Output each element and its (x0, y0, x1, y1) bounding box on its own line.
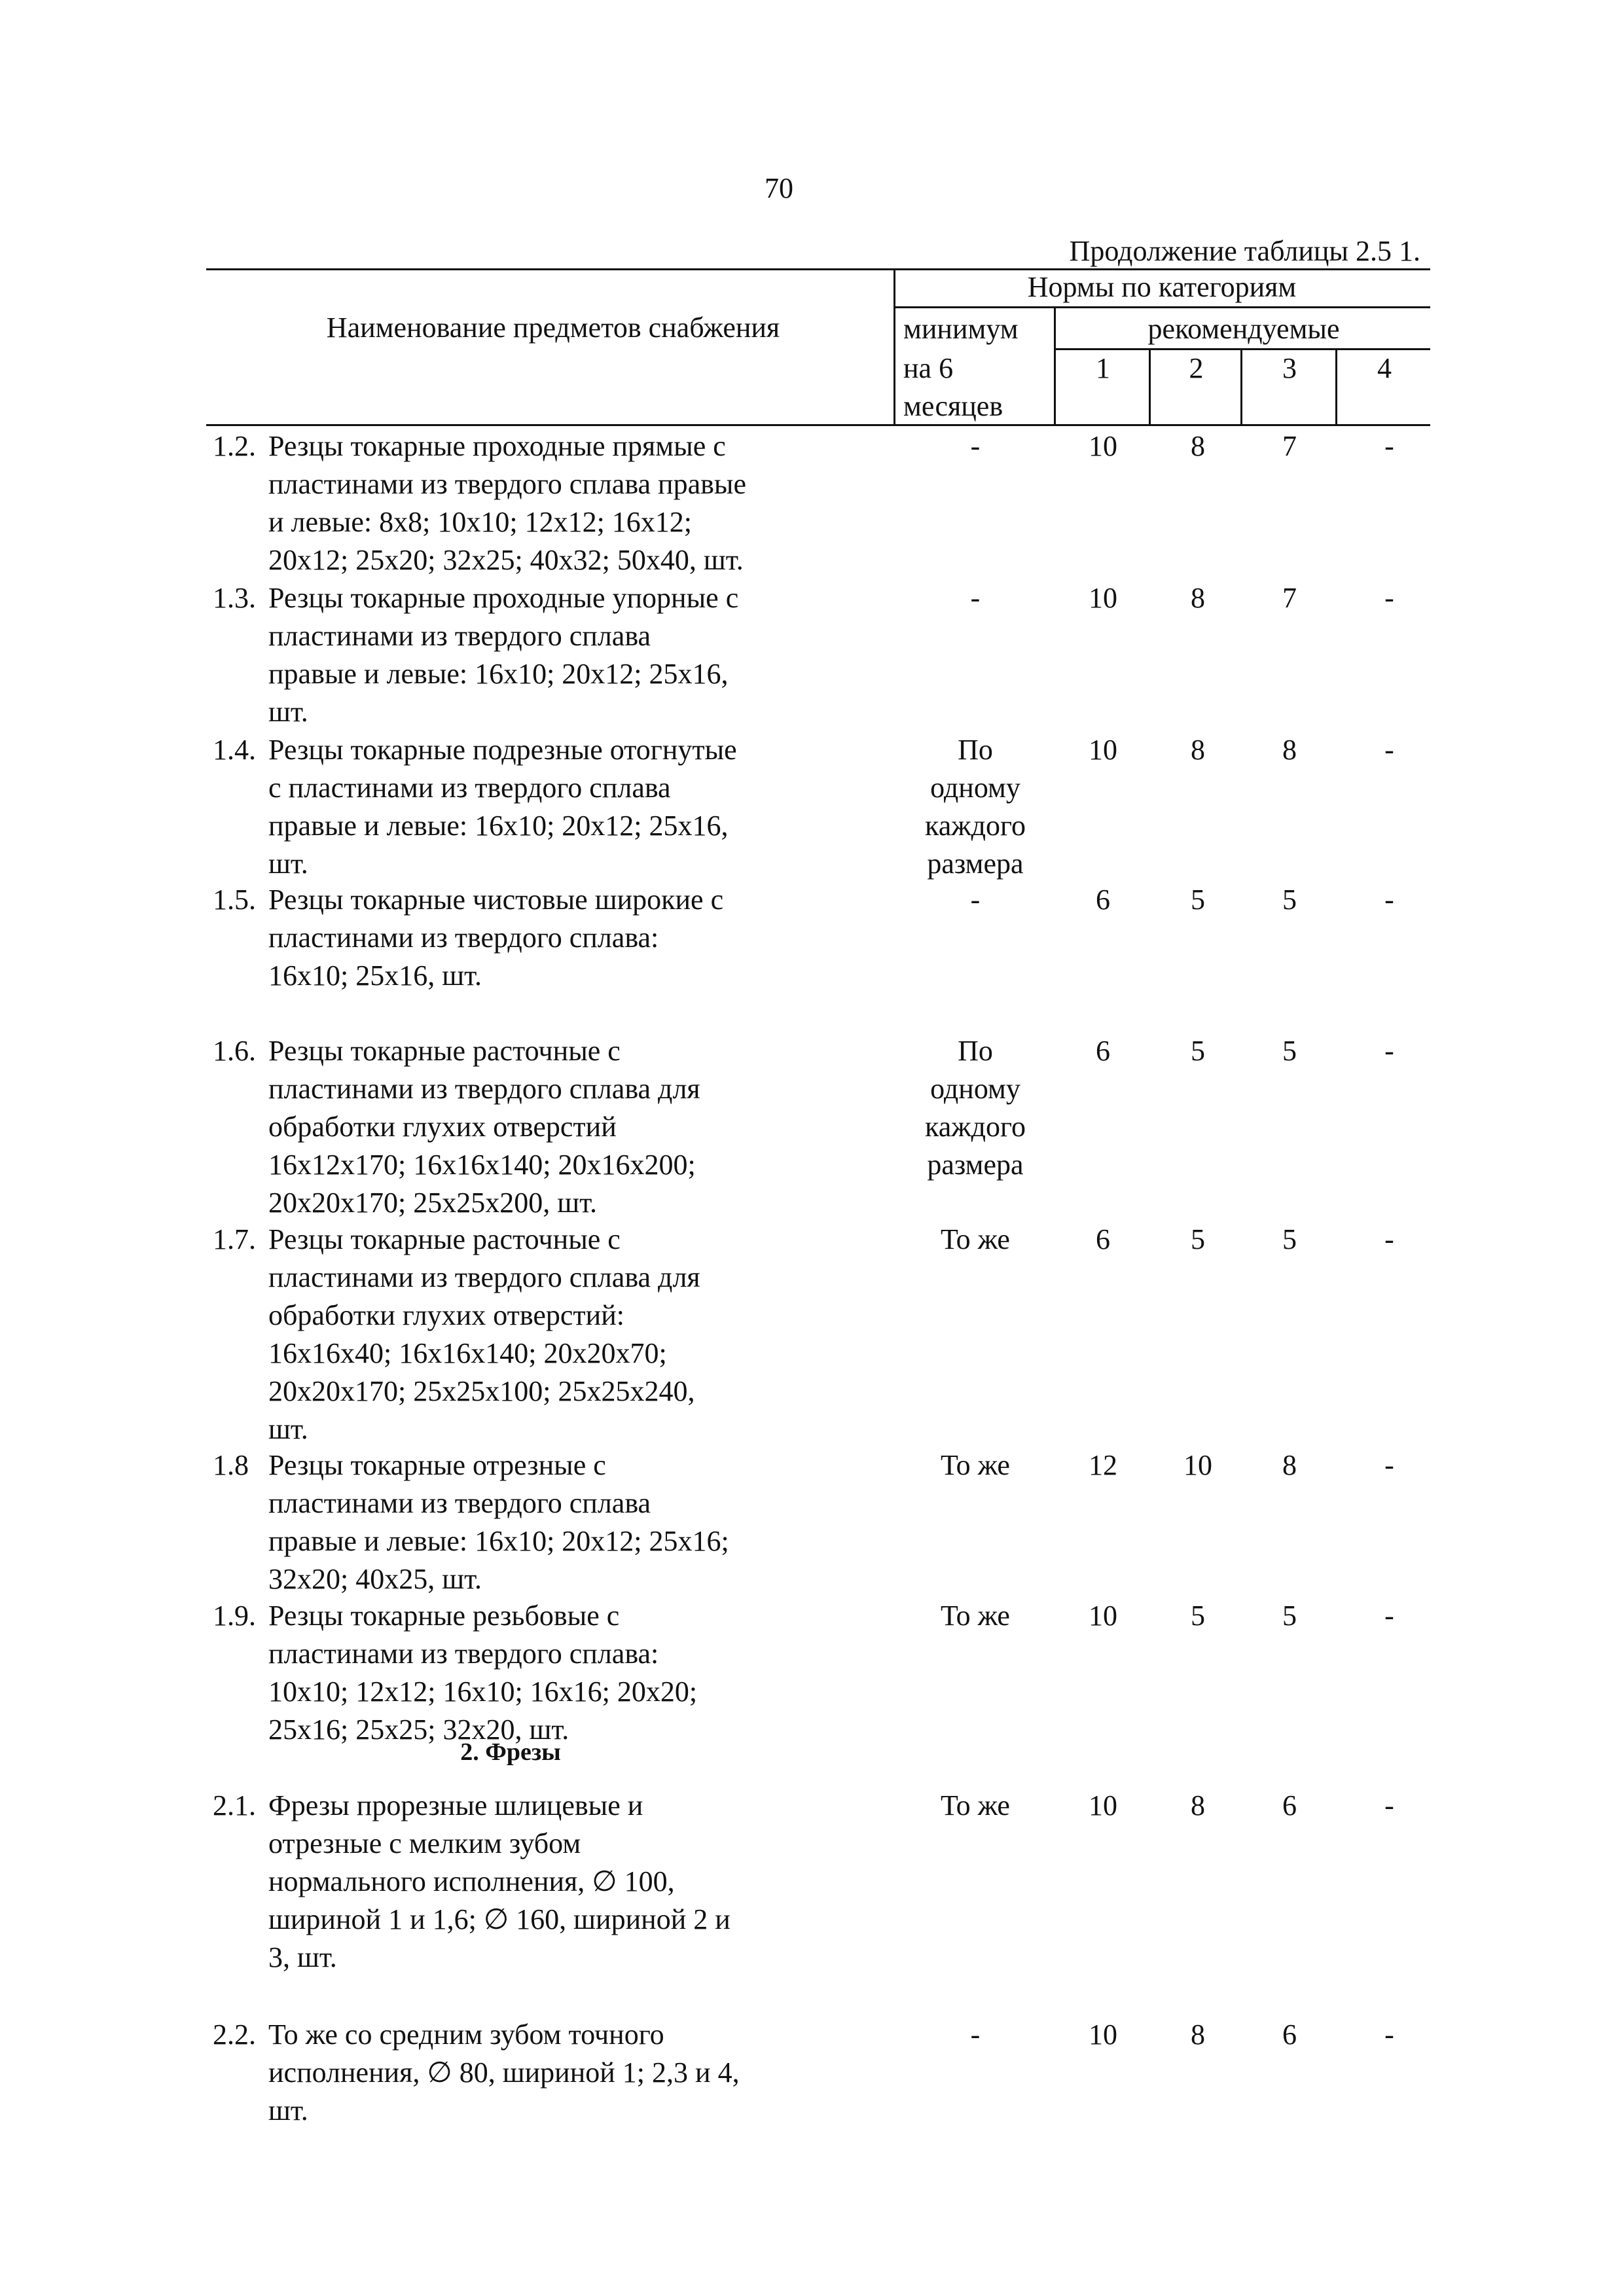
cat1-norm: 10 (1089, 1789, 1117, 1821)
item-name (213, 579, 867, 731)
cat2-norm: 8 (1191, 1789, 1205, 1821)
minimum-norm-line: размера (927, 848, 1024, 880)
header-cat2: 2 (1189, 352, 1204, 384)
cat2-norm: 5 (1191, 884, 1205, 916)
minimum-norm-line: каждого (925, 810, 1026, 842)
item-name-line: Резцы токарные расточные с (268, 1035, 621, 1067)
header-minimum-line3: месяцев (903, 390, 1003, 422)
item-name-line: Резцы токарные чистовые широкие с (268, 884, 724, 916)
minimum-norm (897, 2016, 1054, 2054)
cat3-norm: 8 (1282, 1449, 1297, 1481)
item-name-line: шт. (268, 848, 308, 880)
item-name-line: 20х20х170; 25х25х100; 25х25х240, (268, 1375, 695, 1407)
item-name-line: Резцы токарные резьбовые с (268, 1600, 620, 1632)
cat4-norm: - (1384, 2018, 1394, 2051)
item-name-line: пластинами из твердого сплава: (268, 1638, 659, 1670)
cat1-norm: 10 (1089, 430, 1117, 462)
item-number: 2.1. (213, 1789, 256, 1821)
table-header-bottom-rule (206, 424, 1430, 426)
cat4-norm: - (1384, 1035, 1394, 1067)
item-name (213, 2016, 867, 2130)
item-name-line: и левые: 8х8; 10х10; 12х12; 16х12; (268, 506, 693, 538)
item-name (213, 1221, 867, 1448)
item-name-line: пластинами из твердого сплава (268, 1487, 651, 1519)
item-name-line: Резцы токарные расточные с (268, 1223, 621, 1255)
item-name-line: шириной 1 и 1,6; ∅ 160, шириной 2 и (268, 1903, 731, 1935)
minimum-norm (897, 1446, 1054, 1484)
minimum-norm-line: - (970, 430, 981, 462)
item-name-line: правые и левые: 16х10; 20х12; 25х16; (268, 1525, 729, 1557)
item-number: 1.6. (213, 1035, 256, 1067)
item-name-line: пластинами из твердого сплава для (268, 1261, 700, 1293)
minimum-norm-line: одному (930, 772, 1020, 804)
item-number: 1.4. (213, 734, 256, 766)
cat3-norm: 5 (1282, 1223, 1297, 1255)
item-name-line: Фрезы прорезные шлицевые и (268, 1789, 643, 1821)
item-number: 1.7. (213, 1223, 256, 1255)
item-name-line: Резцы токарные проходные прямые с (268, 430, 726, 462)
item-name-line: Резцы токарные подрезные отогнутые (268, 734, 737, 766)
cat4-norm: - (1384, 1789, 1394, 1821)
item-name-line: 3, шт. (268, 1941, 337, 1973)
cat4-norm: - (1384, 1600, 1394, 1632)
item-name (213, 427, 867, 579)
item-name-line: 16х10; 25х16, шт. (268, 960, 482, 992)
item-name-line: с пластинами из твердого сплава (268, 772, 671, 804)
item-name-line: Резцы токарные проходные упорные с (268, 582, 739, 614)
cat3-norm: 5 (1282, 884, 1297, 916)
minimum-norm-line: То же (941, 1600, 1010, 1632)
cat3-norm: 6 (1282, 1789, 1297, 1821)
cat4-norm: - (1384, 430, 1394, 462)
cat4-norm: - (1384, 582, 1394, 614)
item-name-line: 16х12х170; 16х16х140; 20х16х200; (268, 1149, 696, 1181)
cat3-norm: 5 (1282, 1600, 1297, 1632)
item-name-line: обработки глухих отверстий (268, 1111, 617, 1143)
item-name (213, 1446, 867, 1598)
item-number: 1.5. (213, 884, 256, 916)
minimum-norm-line: То же (941, 1789, 1010, 1821)
header-cat1: 1 (1096, 352, 1110, 384)
item-name (213, 1032, 867, 1222)
minimum-norm-line: - (970, 2018, 981, 2051)
header-minimum: минимум (903, 313, 1019, 345)
minimum-norm (897, 1787, 1054, 1825)
minimum-norm (897, 1032, 1054, 1184)
name-col-divider (893, 268, 895, 425)
item-name-line: обработки глухих отверстий: (268, 1299, 624, 1331)
item-name-line: пластинами из твердого сплава для (268, 1073, 700, 1105)
minimum-norm-line: По (958, 1035, 993, 1067)
item-name (213, 1597, 867, 1749)
cat3-norm: 7 (1282, 582, 1297, 614)
cat1-norm: 10 (1089, 2018, 1117, 2051)
cat4-norm: - (1384, 734, 1394, 766)
cat1-norm: 6 (1096, 1035, 1110, 1067)
item-name-line: шт. (268, 2094, 308, 2126)
item-name-line: отрезные с мелким зубом (268, 1827, 581, 1859)
item-name-line: 16х16х40; 16х16х140; 20х20х70; (268, 1337, 667, 1369)
cat2-norm: 5 (1191, 1223, 1205, 1255)
item-name-line: 32х20; 40х25, шт. (268, 1563, 482, 1595)
minimum-norm (897, 881, 1054, 919)
table-continuation-caption: Продолжение таблицы 2.5 1. (1069, 235, 1420, 267)
cat2-norm: 10 (1183, 1449, 1212, 1481)
item-number: 2.2. (213, 2018, 256, 2051)
item-name-line: шт. (268, 696, 308, 728)
cat3-norm: 6 (1282, 2018, 1297, 2051)
item-name-line: шт. (268, 1413, 308, 1445)
cat1-norm: 6 (1096, 1223, 1110, 1255)
cat4-norm: - (1384, 1449, 1394, 1481)
item-name-line: пластинами из твердого сплава (268, 620, 651, 652)
cat2-norm: 8 (1191, 582, 1205, 614)
norms-divider (893, 306, 1430, 308)
minimum-norm-line: одному (930, 1073, 1020, 1105)
header-norms: Нормы по категориям (1027, 271, 1297, 303)
minimum-norm (897, 731, 1054, 883)
cat2-norm: 5 (1191, 1600, 1205, 1632)
minimum-norm-line: размера (927, 1149, 1024, 1181)
item-name (213, 731, 867, 883)
item-name-line: пластинами из твердого сплава правые (268, 468, 746, 500)
cat1-norm: 10 (1089, 582, 1117, 614)
minimum-norm (897, 427, 1054, 465)
cat4-norm: - (1384, 1223, 1394, 1255)
item-name-line: 20х12; 25х20; 32х25; 40х32; 50х40, шт. (268, 544, 744, 576)
cat4-divider (1335, 348, 1337, 425)
item-name-line: исполнения, ∅ 80, шириной 1; 2,3 и 4, (268, 2056, 740, 2089)
minimum-norm-line: - (970, 582, 981, 614)
cat1-norm: 6 (1096, 884, 1110, 916)
cat1-norm: 12 (1089, 1449, 1117, 1481)
page-number: 70 (765, 172, 793, 204)
item-name (213, 881, 867, 995)
cat3-norm: 5 (1282, 1035, 1297, 1067)
cat2-divider (1149, 348, 1151, 425)
cat3-divider (1240, 348, 1242, 425)
header-minimum-line2: на 6 (903, 352, 954, 384)
minimum-norm-line: каждого (925, 1111, 1026, 1143)
item-name-line: нормального исполнения, ∅ 100, (268, 1865, 675, 1897)
item-name-line: 10х10; 12х12; 16х10; 16х16; 20х20; (268, 1676, 698, 1708)
item-name (213, 1787, 867, 1977)
item-name-line: 20х20х170; 25х25х200, шт. (268, 1187, 598, 1219)
header-cat4: 4 (1377, 352, 1392, 384)
item-name-line: пластинами из твердого сплава: (268, 922, 659, 954)
cat3-norm: 7 (1282, 430, 1297, 462)
cat1-norm: 10 (1089, 734, 1117, 766)
minimum-norm-line: То же (941, 1223, 1010, 1255)
item-name-line: 25х16; 25х25; 32х20, шт. (268, 1713, 569, 1746)
minimum-norm (897, 1597, 1054, 1635)
minimum-col-divider (1054, 306, 1056, 425)
minimum-norm (897, 579, 1054, 617)
cat2-norm: 8 (1191, 430, 1205, 462)
cat2-norm: 8 (1191, 2018, 1205, 2051)
cat2-norm: 8 (1191, 734, 1205, 766)
item-number: 1.9. (213, 1600, 256, 1632)
minimum-norm-line: - (970, 884, 981, 916)
item-number: 1.8 (213, 1449, 249, 1481)
header-recommended: рекомендуемые (1147, 313, 1340, 345)
item-name-line: То же со средним зубом точного (268, 2018, 664, 2051)
cat1-norm: 10 (1089, 1600, 1117, 1632)
item-number: 1.3. (213, 582, 256, 614)
cat3-norm: 8 (1282, 734, 1297, 766)
item-name-line: правые и левые: 16х10; 20х12; 25х16, (268, 810, 729, 842)
cat4-norm: - (1384, 884, 1394, 916)
section-heading: 2. Фрезы (460, 1738, 561, 1766)
minimum-norm-line: То же (941, 1449, 1010, 1481)
item-name-line: правые и левые: 16х10; 20х12; 25х16, (268, 658, 729, 690)
item-number: 1.2. (213, 430, 256, 462)
header-cat3: 3 (1282, 352, 1297, 384)
cat2-norm: 5 (1191, 1035, 1205, 1067)
header-name-col: Наименование предметов снабжения (326, 312, 780, 344)
minimum-norm-line: По (958, 734, 993, 766)
minimum-norm (897, 1221, 1054, 1259)
item-name-line: Резцы токарные отрезные с (268, 1449, 606, 1481)
